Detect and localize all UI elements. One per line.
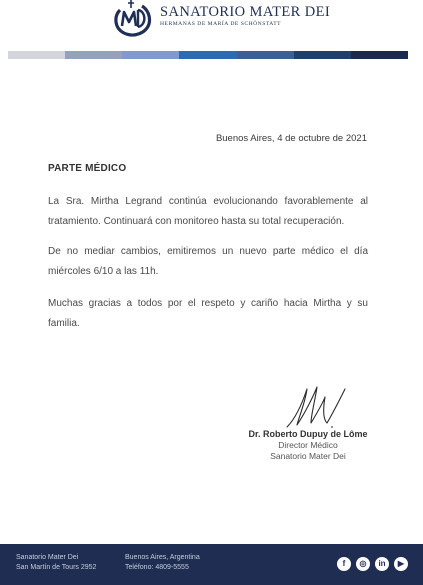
- stripe-segment: [237, 51, 294, 59]
- footer-line: Teléfono: 4809-5555: [125, 564, 189, 571]
- mater-dei-logo-icon: [110, 0, 154, 38]
- signatory-name: Dr. Roberto Dupuy de Lôme: [248, 429, 368, 439]
- document-date: Buenos Aires, 4 de octubre de 2021: [215, 133, 367, 144]
- footer-address: [16, 553, 96, 573]
- instagram-icon[interactable]: ◎: [356, 557, 370, 571]
- signatory-org: Sanatorio Mater Dei: [270, 451, 346, 461]
- signature-block: [228, 429, 388, 462]
- handwritten-signature: [283, 383, 349, 431]
- social-links: [337, 557, 408, 571]
- stripe-segment: [351, 51, 408, 59]
- stripe-segment: [179, 51, 236, 59]
- document-title: PARTE MÉDICO: [48, 163, 127, 174]
- stripe-segment: [122, 51, 179, 59]
- stripe-segment: [65, 51, 122, 59]
- facebook-icon[interactable]: f: [337, 557, 351, 571]
- footer-line: Sanatorio Mater Dei: [16, 554, 79, 561]
- brand-subtitle: HERMANAS DE MARÍA DE SCHÖNSTATT: [160, 21, 282, 27]
- footer-line: Buenos Aires, Argentina: [125, 554, 200, 561]
- brand-name: SANATORIO MATER DEI: [160, 4, 331, 20]
- footer-line: San Martín de Tours 2952: [16, 564, 97, 571]
- paragraph: De no mediar cambios, emitiremos un nuevo parte médico el día miércoles 6/10 a las 11h.: [48, 246, 368, 277]
- stripe-segment: [8, 51, 65, 59]
- brand: [160, 4, 330, 27]
- youtube-icon[interactable]: ▶: [394, 557, 408, 571]
- linkedin-icon[interactable]: in: [375, 557, 389, 571]
- letterhead: [0, 0, 423, 44]
- color-stripe: [8, 51, 408, 59]
- paragraph: La Sra. Mirtha Legrand continúa evolucionando favorablemente al tratamiento. Continuará con monitoreo hasta su total recuperación.: [48, 196, 368, 227]
- footer: [0, 544, 423, 585]
- stripe-segment: [294, 51, 351, 59]
- signatory-role: Director Médico: [278, 440, 338, 450]
- paragraph: Muchas gracias a todos por el respeto y cariño hacia Mirtha y su familia.: [48, 298, 368, 329]
- footer-contact: [125, 553, 200, 573]
